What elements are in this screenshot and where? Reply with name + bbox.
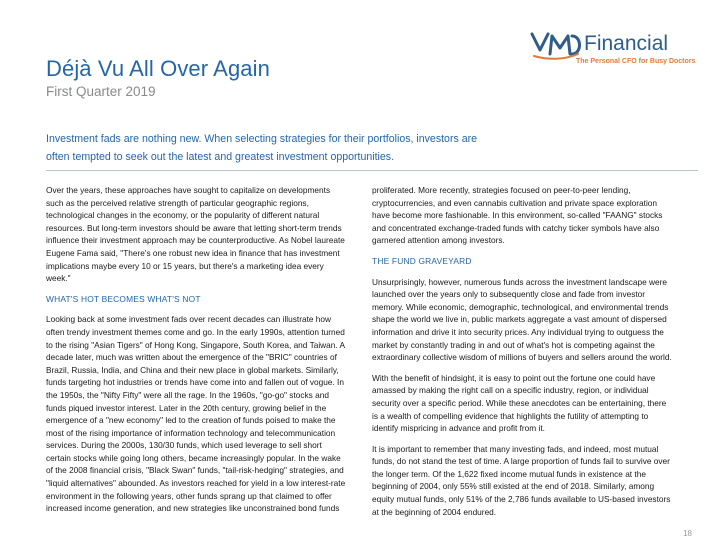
body-paragraph: Looking back at some investment fads over recent decades can illustrate how often trendy investment themes come and go. In the early 1990s, attention turned to the rising "Asian Tigers" of Hong Kong, Singapore, South Korea, and Taiwan. A decade later, much was written about the emergence of the "BRIC" countries of Brazil, Russia, India, and China and their new place in global markets. Similarly, funds targeting hot industries or trends have come into and fallen out of vogue. In the 1950s, the "Nifty Fifty" were all the rage. In the 1960s, "go-go" stocks and funds piqued investor interest. Later in the 20th century, growing belief in the emergence of a "new economy" led to the creation of funds poised to make the most of the rising importance of information technology and telecommunication services. During the 2000s, 130/30 funds, which used leverage to sell short certain stocks while going long others, became increasingly popular. In the wake of the 2008 financial crisis, "Black Swan" funds, "tail-risk-hedging" strategies, and "liquid alternatives" abounded. As investors reached for yield in a low interest-rate environment in the following years, other funds sprang up that claimed to offer increased income generation, and new strategies like unconstrained bond funds [46, 314, 346, 514]
page-subtitle: First Quarter 2019 [46, 84, 156, 99]
section-divider [46, 170, 698, 171]
logo-mark-icon [528, 30, 584, 60]
body-paragraph: proliferated. More recently, strategies focused on peer-to-peer lending, cryptocurrencies, and even cannabis cultivation and private space exploration have become more fashionable. In this environment, so-called "FAANG" stocks and concentrated exchange-traded funds with catchy ticker symbols have also garnered attention among investors. [372, 185, 663, 246]
section-heading: THE FUND GRAVEYARD [372, 255, 472, 266]
page-title: Déjà Vu All Over Again [46, 56, 270, 81]
company-logo [528, 28, 696, 72]
logo-tagline: The Personal CFO for Busy Doctors [576, 58, 696, 65]
section-heading: WHAT'S HOT BECOMES WHAT'S NOT [46, 293, 201, 304]
right-column [372, 184, 672, 526]
body-paragraph: It is important to remember that many investing fads, and indeed, most mutual funds, do not stand the test of time. A large proportion of funds fail to survive over the longer term. Of the 1,622 fixed income mutual funds in existence at the beginning of 2004, only 55% still existed at the end of 2018. Similarly, among equity mutual funds, only 51% of the 2,786 funds available to US-based investors at the beginning of 2004 endured. [372, 443, 671, 517]
logo-name: Financial [584, 32, 669, 55]
body-paragraph: With the benefit of hindsight, it is easy to point out the fortune one could have amassed by making the right call on a specific industry, region, or individual security over a specific period. While these anecdotes can be entertaining, there is a wealth of compelling evidence that highlights the futility of attempting to identify mispricing in advance and profit from it. [372, 372, 667, 434]
intro-paragraph: Investment fads are nothing new. When selecting strategies for their portfolios, investors are often tempted to seek out the latest and greatest investment opportunities. [46, 133, 478, 163]
left-column [46, 184, 346, 523]
body-paragraph: Over the years, these approaches have sought to capitalize on developments such as the perceived relative strength of particular geographic regions, technological changes in the economy, or the popularity of different natural resources. But long-term investors should be aware that letting short-term trends influence their investment approach may be counterproductive. As Nobel laureate Eugene Fama said, "There's one robust new idea in finance that has investment implications maybe every 10 or 15 years, but there's a marketing idea every week." [46, 185, 345, 284]
body-paragraph: Unsurprisingly, however, numerous funds across the investment landscape were launched over the years only to subsequently close and fade from investor memory. While economic, demographic, technological, and environmental trends shape the world we live in, public markets aggregate a vast amount of dispersed information and drive it into security prices. Any individual trying to outguess the market by constantly trading in and out of what's hot is competing against the extraordinary collective wisdom of millions of buyers and sellers around the world. [372, 276, 672, 363]
page-number: 18 [683, 529, 692, 538]
